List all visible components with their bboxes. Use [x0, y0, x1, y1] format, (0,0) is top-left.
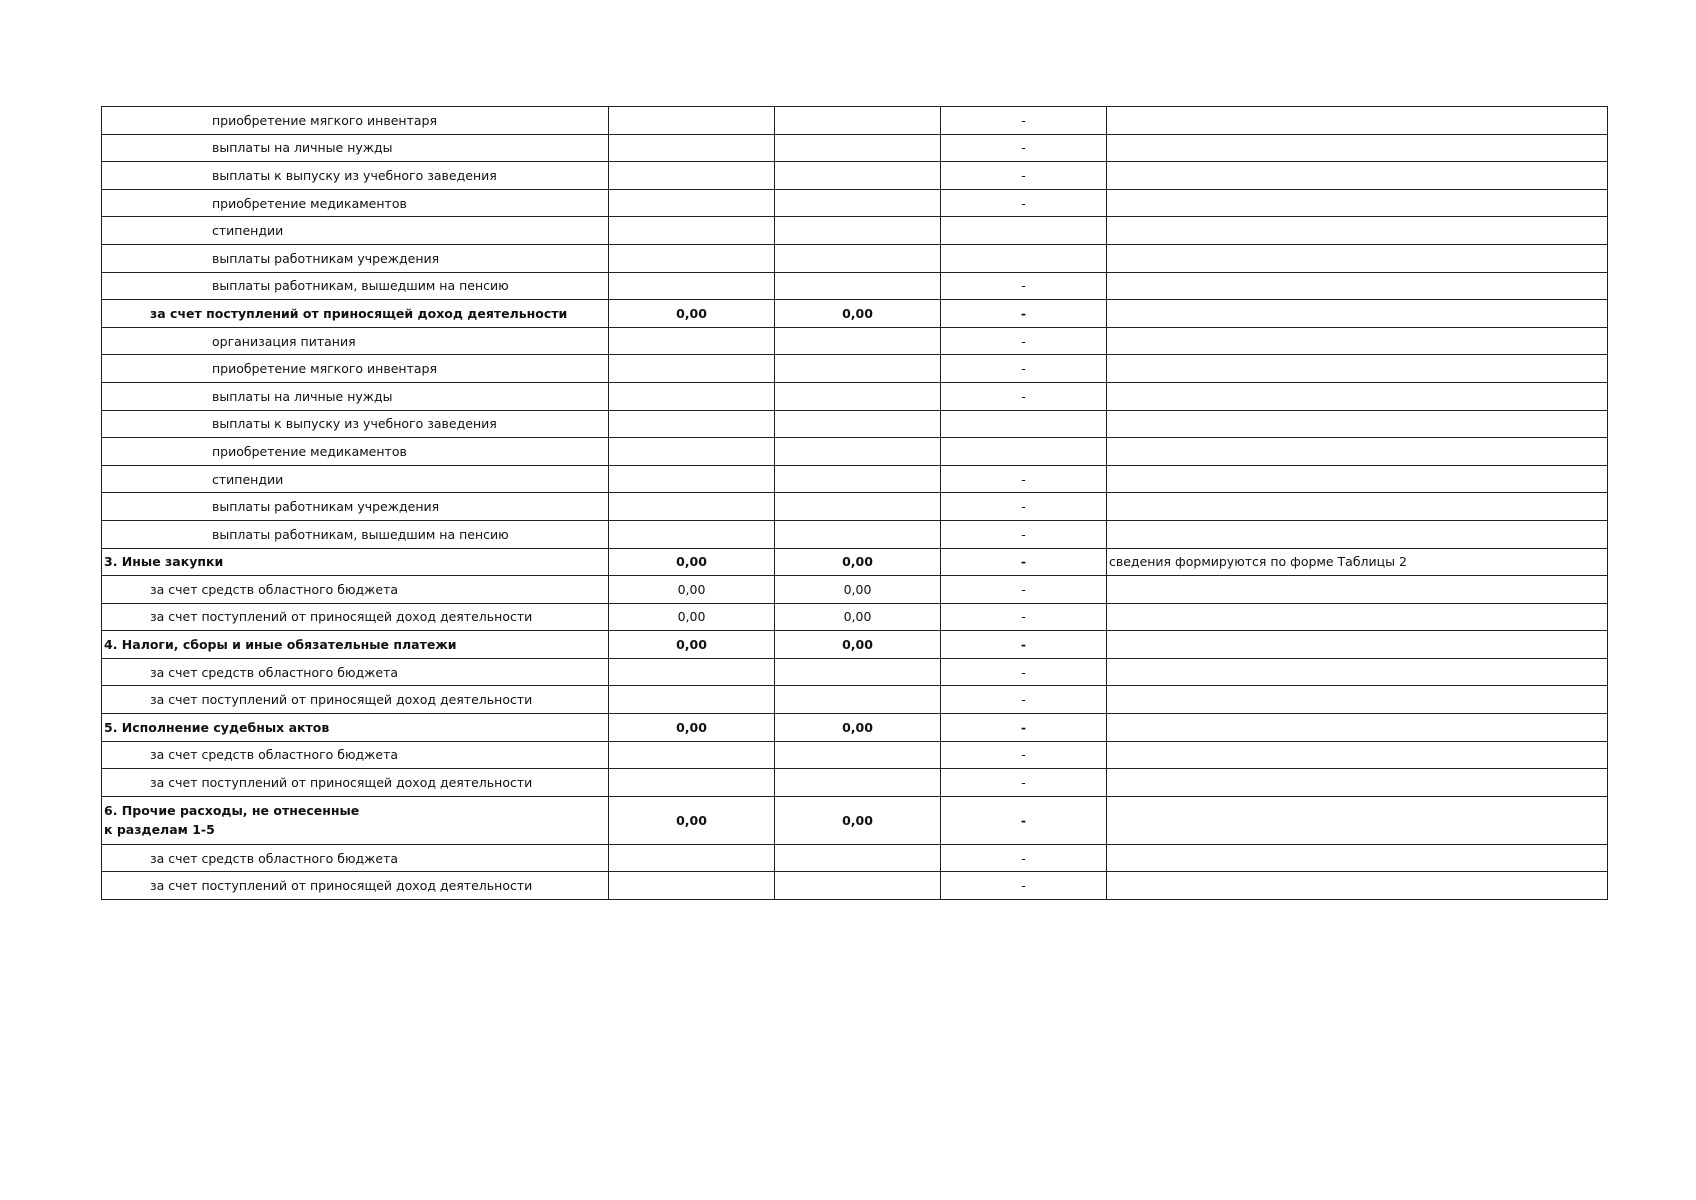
- note-cell: [1107, 741, 1608, 769]
- deviation-cell: -: [941, 631, 1107, 659]
- value-cell-2: [775, 520, 941, 548]
- value-cell-2: 0,00: [775, 603, 941, 631]
- note-cell: [1107, 576, 1608, 604]
- value-cell-1: [609, 189, 775, 217]
- table-row: [102, 382, 1608, 410]
- row-label-cell: выплаты на личные нужды: [102, 134, 609, 162]
- note-cell: [1107, 189, 1608, 217]
- table-row: [102, 134, 1608, 162]
- value-cell-1: [609, 465, 775, 493]
- table-row: [102, 576, 1608, 604]
- value-cell-2: [775, 658, 941, 686]
- table-row: [102, 741, 1608, 769]
- table-row: [102, 355, 1608, 383]
- deviation-cell: -: [941, 162, 1107, 190]
- deviation-cell: -: [941, 741, 1107, 769]
- table-row: [102, 300, 1608, 328]
- note-cell: [1107, 631, 1608, 659]
- value-cell-1: [609, 327, 775, 355]
- table-row: [102, 493, 1608, 521]
- note-cell: [1107, 217, 1608, 245]
- table-row: [102, 244, 1608, 272]
- table-row: [102, 796, 1608, 844]
- row-label-cell: за счет поступлений от приносящей доход деятельности: [102, 686, 609, 714]
- note-cell: [1107, 769, 1608, 797]
- note-cell: [1107, 162, 1608, 190]
- row-label-cell: выплаты на личные нужды: [102, 382, 609, 410]
- value-cell-1: [609, 107, 775, 135]
- deviation-cell: -: [941, 844, 1107, 872]
- row-label-cell: выплаты работникам учреждения: [102, 244, 609, 272]
- table-row: [102, 217, 1608, 245]
- table-row: [102, 658, 1608, 686]
- deviation-cell: -: [941, 769, 1107, 797]
- note-cell: [1107, 107, 1608, 135]
- note-cell: [1107, 658, 1608, 686]
- value-cell-2: 0,00: [775, 796, 941, 844]
- value-cell-1: [609, 272, 775, 300]
- row-label-cell: 5. Исполнение судебных актов: [102, 714, 609, 742]
- row-label-cell: за счет поступлений от приносящей доход деятельности: [102, 603, 609, 631]
- value-cell-1: [609, 355, 775, 383]
- deviation-cell: -: [941, 548, 1107, 576]
- value-cell-1: 0,00: [609, 714, 775, 742]
- value-cell-2: [775, 410, 941, 438]
- table-row: [102, 631, 1608, 659]
- value-cell-2: [775, 189, 941, 217]
- deviation-cell: -: [941, 300, 1107, 328]
- table-row: [102, 769, 1608, 797]
- value-cell-2: [775, 769, 941, 797]
- value-cell-2: [775, 134, 941, 162]
- row-label-cell: выплаты работникам, вышедшим на пенсию: [102, 520, 609, 548]
- value-cell-2: [775, 438, 941, 466]
- value-cell-1: [609, 244, 775, 272]
- note-cell: [1107, 844, 1608, 872]
- value-cell-1: [609, 686, 775, 714]
- value-cell-2: [775, 465, 941, 493]
- note-cell: [1107, 134, 1608, 162]
- row-label-cell: за счет средств областного бюджета: [102, 576, 609, 604]
- table-row: [102, 603, 1608, 631]
- table-row: [102, 162, 1608, 190]
- expenditure-table: [101, 106, 1608, 900]
- table-row: [102, 872, 1608, 900]
- deviation-cell: -: [941, 493, 1107, 521]
- value-cell-2: [775, 217, 941, 245]
- deviation-cell: -: [941, 796, 1107, 844]
- deviation-cell: -: [941, 382, 1107, 410]
- row-label-cell: за счет поступлений от приносящей доход деятельности: [102, 872, 609, 900]
- table-row: [102, 686, 1608, 714]
- note-cell: [1107, 686, 1608, 714]
- table-row: [102, 548, 1608, 576]
- value-cell-2: [775, 741, 941, 769]
- row-label-cell: стипендии: [102, 465, 609, 493]
- value-cell-1: [609, 520, 775, 548]
- table-row: [102, 438, 1608, 466]
- row-label-cell: 6. Прочие расходы, не отнесенные к разделам 1-5: [102, 796, 609, 844]
- value-cell-2: [775, 872, 941, 900]
- deviation-cell: -: [941, 272, 1107, 300]
- value-cell-2: [775, 355, 941, 383]
- value-cell-1: 0,00: [609, 631, 775, 659]
- table-row: [102, 844, 1608, 872]
- note-cell: [1107, 465, 1608, 493]
- row-label-cell: приобретение мягкого инвентаря: [102, 355, 609, 383]
- value-cell-1: [609, 382, 775, 410]
- row-label-cell: приобретение медикаментов: [102, 438, 609, 466]
- value-cell-1: [609, 134, 775, 162]
- deviation-cell: -: [941, 872, 1107, 900]
- value-cell-2: [775, 272, 941, 300]
- deviation-cell: -: [941, 603, 1107, 631]
- row-label-cell: выплаты работникам учреждения: [102, 493, 609, 521]
- value-cell-1: [609, 217, 775, 245]
- deviation-cell: -: [941, 686, 1107, 714]
- row-label-cell: за счет средств областного бюджета: [102, 658, 609, 686]
- value-cell-1: [609, 493, 775, 521]
- value-cell-1: [609, 162, 775, 190]
- row-label-cell: 3. Иные закупки: [102, 548, 609, 576]
- value-cell-1: [609, 769, 775, 797]
- note-cell: [1107, 382, 1608, 410]
- value-cell-1: 0,00: [609, 576, 775, 604]
- row-label-cell: выплаты работникам, вышедшим на пенсию: [102, 272, 609, 300]
- row-label-cell: организация питания: [102, 327, 609, 355]
- note-cell: [1107, 872, 1608, 900]
- row-label-cell: выплаты к выпуску из учебного заведения: [102, 162, 609, 190]
- row-label-cell: приобретение мягкого инвентаря: [102, 107, 609, 135]
- value-cell-2: [775, 686, 941, 714]
- value-cell-2: 0,00: [775, 631, 941, 659]
- table-row: [102, 107, 1608, 135]
- value-cell-2: [775, 107, 941, 135]
- row-label-cell: за счет поступлений от приносящей доход деятельности: [102, 769, 609, 797]
- value-cell-2: [775, 382, 941, 410]
- note-cell: [1107, 603, 1608, 631]
- row-label-cell: за счет средств областного бюджета: [102, 741, 609, 769]
- deviation-cell: [941, 438, 1107, 466]
- deviation-cell: -: [941, 189, 1107, 217]
- deviation-cell: -: [941, 355, 1107, 383]
- table-row: [102, 714, 1608, 742]
- deviation-cell: -: [941, 520, 1107, 548]
- row-label-cell: приобретение медикаментов: [102, 189, 609, 217]
- deviation-cell: -: [941, 658, 1107, 686]
- table-body: [102, 107, 1608, 900]
- deviation-cell: -: [941, 465, 1107, 493]
- value-cell-2: [775, 244, 941, 272]
- value-cell-1: 0,00: [609, 300, 775, 328]
- note-cell: [1107, 438, 1608, 466]
- value-cell-1: [609, 741, 775, 769]
- value-cell-2: [775, 327, 941, 355]
- value-cell-1: [609, 410, 775, 438]
- table-row: [102, 520, 1608, 548]
- note-cell: [1107, 796, 1608, 844]
- table-row: [102, 465, 1608, 493]
- note-cell: [1107, 272, 1608, 300]
- value-cell-2: [775, 493, 941, 521]
- note-cell: сведения формируются по форме Таблицы 2: [1107, 548, 1608, 576]
- deviation-cell: [941, 410, 1107, 438]
- table-row: [102, 272, 1608, 300]
- value-cell-2: 0,00: [775, 300, 941, 328]
- value-cell-2: 0,00: [775, 714, 941, 742]
- deviation-cell: -: [941, 576, 1107, 604]
- value-cell-2: [775, 162, 941, 190]
- deviation-cell: -: [941, 107, 1107, 135]
- deviation-cell: -: [941, 327, 1107, 355]
- deviation-cell: -: [941, 714, 1107, 742]
- value-cell-1: 0,00: [609, 548, 775, 576]
- row-label-cell: стипендии: [102, 217, 609, 245]
- row-label-cell: выплаты к выпуску из учебного заведения: [102, 410, 609, 438]
- value-cell-2: 0,00: [775, 548, 941, 576]
- value-cell-1: [609, 658, 775, 686]
- value-cell-1: [609, 438, 775, 466]
- value-cell-1: [609, 844, 775, 872]
- value-cell-1: 0,00: [609, 796, 775, 844]
- row-label-cell: за счет средств областного бюджета: [102, 844, 609, 872]
- note-cell: [1107, 714, 1608, 742]
- table-row: [102, 410, 1608, 438]
- note-cell: [1107, 327, 1608, 355]
- value-cell-2: [775, 844, 941, 872]
- deviation-cell: [941, 244, 1107, 272]
- note-cell: [1107, 410, 1608, 438]
- note-cell: [1107, 355, 1608, 383]
- table-row: [102, 327, 1608, 355]
- note-cell: [1107, 493, 1608, 521]
- value-cell-2: 0,00: [775, 576, 941, 604]
- note-cell: [1107, 300, 1608, 328]
- deviation-cell: [941, 217, 1107, 245]
- row-label-cell: 4. Налоги, сборы и иные обязательные платежи: [102, 631, 609, 659]
- row-label-cell: за счет поступлений от приносящей доход деятельности: [102, 300, 609, 328]
- note-cell: [1107, 520, 1608, 548]
- value-cell-1: [609, 872, 775, 900]
- value-cell-1: 0,00: [609, 603, 775, 631]
- table-row: [102, 189, 1608, 217]
- note-cell: [1107, 244, 1608, 272]
- deviation-cell: -: [941, 134, 1107, 162]
